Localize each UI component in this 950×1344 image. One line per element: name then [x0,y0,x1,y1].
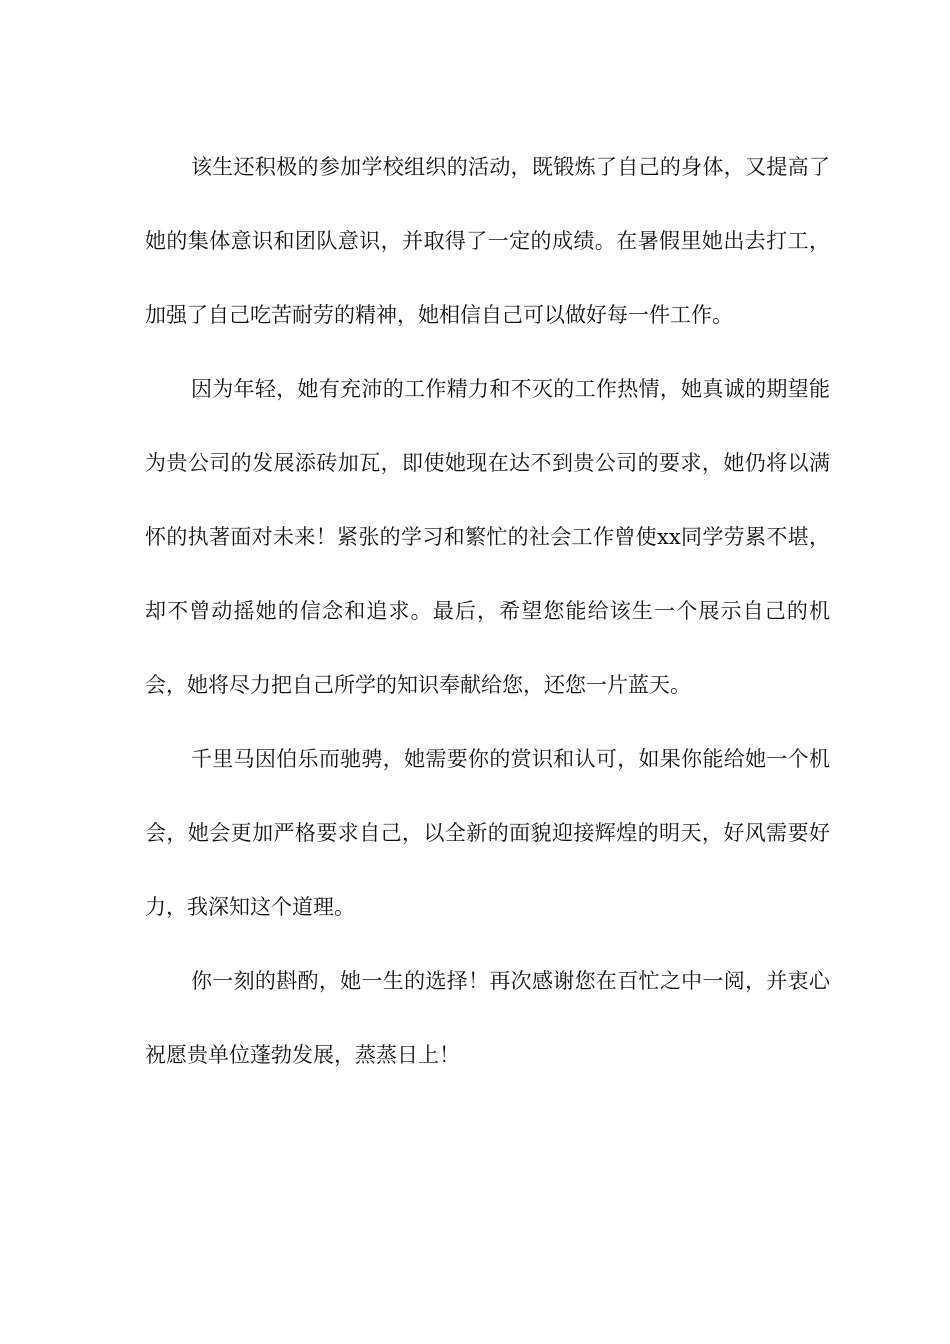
paragraph-2: 因为年轻，她有充沛的工作精力和不灭的工作热情，她真诚的期望能为贵公司的发展添砖加瓦，即使她现在达不到贵公司的要求，她仍将以满怀的执著面对未来！紧张的学习和繁忙的社会工作曾使xx同学劳累不堪，却不曾动摇她的信念和追求。最后，希望您能给该生一个展示自己的机会，她将尽力把自己所学的知识奉献给您，还您一片蓝天。 [145,377,830,697]
paragraph-4: 你一刻的斟酌，她一生的选择！再次感谢您在百忙之中一阅，并衷心祝愿贵单位蓬勃发展，蒸蒸日上！ [145,969,830,1067]
paragraph-3: 千里马因伯乐而驰骋，她需要你的赏识和认可，如果你能给她一个机会，她会更加严格要求自己，以全新的面貌迎接辉煌的明天，好风需要好力，我深知这个道理。 [145,747,830,919]
paragraph-1: 该生还积极的参加学校组织的活动，既锻炼了自己的身体，又提高了她的集体意识和团队意识，并取得了一定的成绩。在暑假里她出去打工，加强了自己吃苦耐劳的精神，她相信自己可以做好每一件工作。 [145,155,830,327]
document-body [145,130,830,1092]
